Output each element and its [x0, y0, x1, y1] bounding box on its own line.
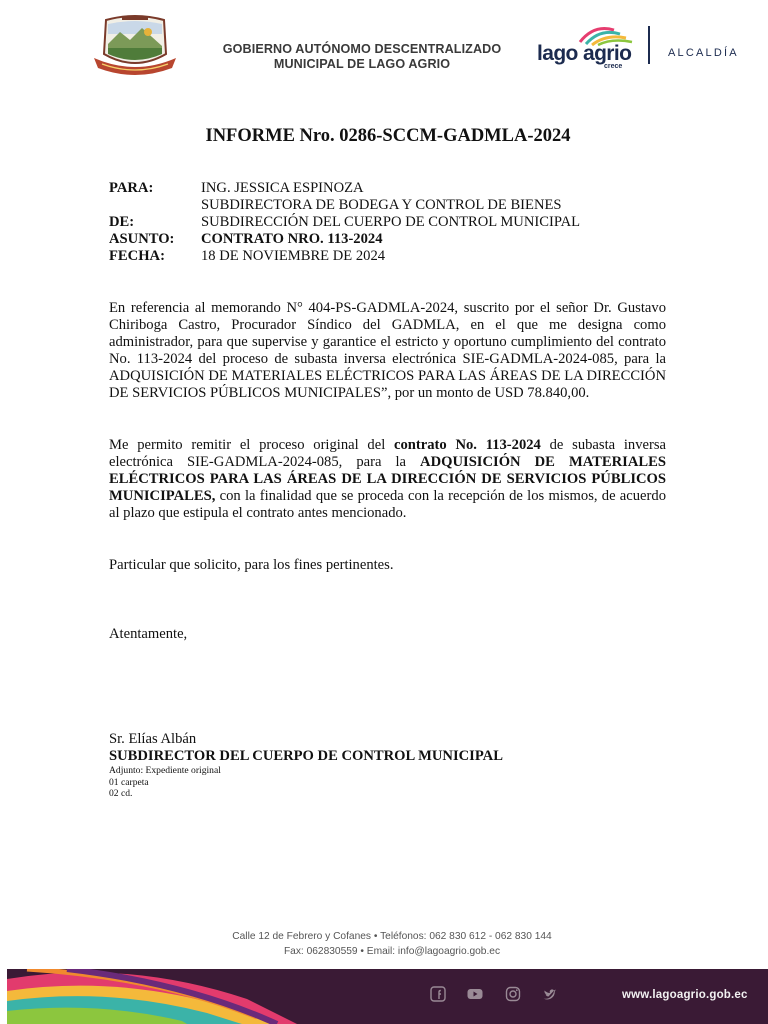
field-label: ASUNTO: — [109, 231, 175, 247]
signer-role: SUBDIRECTOR DEL CUERPO DE CONTROL MUNICIPAL — [109, 748, 503, 764]
instagram-icon[interactable] — [505, 986, 521, 1002]
field-label: FECHA: — [109, 248, 165, 264]
field-value: CONTRATO NRO. 113-2024 — [201, 231, 383, 247]
attachment-line: 02 cd. — [109, 788, 133, 799]
attachment-line: 01 carpeta — [109, 776, 149, 788]
field-value: ING. JESSICA ESPINOZA — [201, 180, 364, 196]
paragraph-text: Me permito remitir el proceso original del — [109, 437, 395, 453]
brand-tagline: crece — [604, 63, 623, 70]
field-value: SUBDIRECTORA DE BODEGA Y CONTROL DE BIENES — [201, 197, 562, 213]
footer-address-line2: Fax: 062830559 • Email: info@lagoagrio.gob.ec — [283, 946, 501, 957]
organization-name — [212, 42, 512, 71]
signature-block — [109, 731, 503, 800]
header-divider — [648, 26, 650, 64]
body-paragraph-2 — [109, 437, 666, 522]
field-label: DE: — [109, 214, 135, 230]
signer-name: Sr. Elías Albán — [109, 731, 197, 747]
field-value: SUBDIRECCIÓN DEL CUERPO DE CONTROL MUNICIPAL — [201, 214, 581, 230]
report-title: INFORME Nro. 0286-SCCM-GADMLA-2024 — [205, 126, 571, 146]
attachment-line: Adjunto: Expediente original — [109, 765, 221, 776]
lago-agrio-logo-icon — [534, 26, 638, 72]
website-link[interactable]: www.lagoagrio.gob.ec — [622, 989, 748, 1001]
closing-salutation: Atentamente, — [109, 626, 188, 642]
acquisition-subject: ADQUISICIÓN DE MATERIALES ELÉCTRICOS PARA LAS ÁREAS DE LA DIRECCIÓN DE SERVICIOS PÚBLICOS MUNICIPALES, — [109, 453, 666, 504]
paragraph-text: de subasta inversa electrónica SIE-GADMLA-2024-085, para la — [109, 437, 666, 470]
municipal-seal-icon — [92, 14, 178, 80]
contract-number: contrato No. 113-2024 — [394, 437, 541, 453]
body-paragraph-1: En referencia al memorando N° 404-PS-GADMLA-2024, suscrito por el señor Dr. Gustavo Chiriboga Castro, Procurador Síndico del GADMLA, en el que me designa como administrador, para que supervise y garantice el estricto y oportuno cumplimiento del contrato No. 113-2024 del proceso de subasta inversa electrónica SIE-GADMLA-2024-085, para la ADQUISICIÓN DE MATERIALES ELÉCTRICOS PARA LAS ÁREAS DE LA DIRECCIÓN DE SERVICIOS PÚBLICOS MUNICIPALES”, por un monto de USD 78.840,00. — [109, 300, 666, 401]
twitter-icon[interactable] — [542, 986, 558, 1002]
facebook-icon[interactable] — [430, 986, 446, 1002]
field-value: 18 DE NOVIEMBRE DE 2024 — [201, 248, 386, 264]
alcaldia-label: ALCALDÍA — [668, 47, 739, 59]
youtube-icon[interactable] — [467, 986, 483, 1002]
footer-address-line1: Calle 12 de Febrero y Cofanes • Teléfonos: 062 830 612 - 062 830 144 — [232, 931, 552, 942]
brand-name: lago agrio — [537, 42, 632, 65]
field-label: PARA: — [109, 180, 154, 196]
body-paragraph-3: Particular que solicito, para los fines pertinentes. — [109, 557, 394, 573]
org-name-line2: MUNICIPAL DE LAGO AGRIO — [273, 56, 451, 71]
paragraph-text: con la finalidad que se proceda con la recepción de los mismos, de acuerdo al plazo que estipula el contrato antes mencionado. — [109, 487, 666, 521]
org-name-line1: GOBIERNO AUTÓNOMO DESCENTRALIZADO — [222, 42, 502, 56]
